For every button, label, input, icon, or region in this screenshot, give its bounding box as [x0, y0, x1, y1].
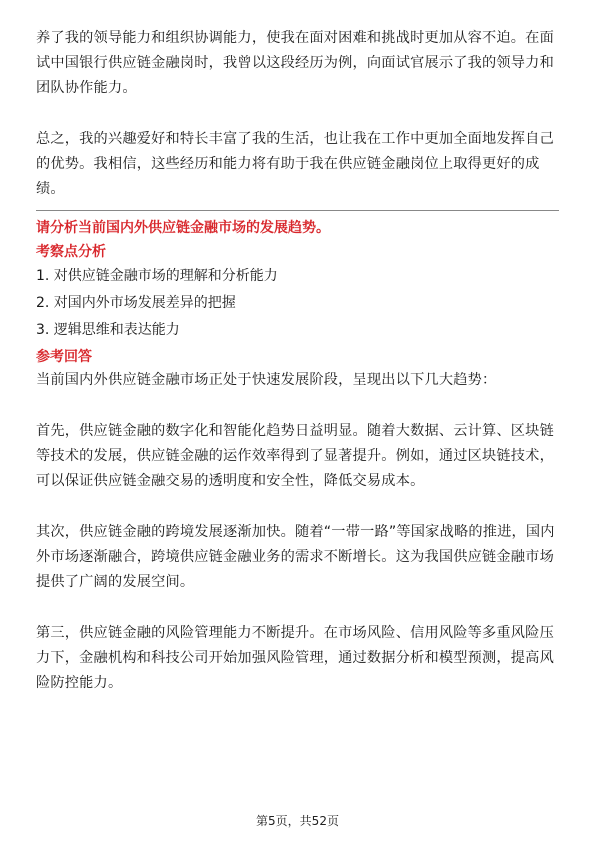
list-item: 3. 逻辑思维和表达能力: [36, 322, 180, 338]
paragraph-gap: [36, 101, 559, 127]
paragraph-leadership: 养了我的领导能力和组织协调能力，使我在面对困难和挑战时更加从容不迫。在面 试中国银行供应链金融岗时，我曾以这段经历为例，向面试官展示了我的领导力和 团队协作能力。: [36, 30, 554, 96]
paragraph-gap: [36, 595, 559, 621]
answer-intro: 当前国内外供应链金融市场正处于快速发展阶段，呈现出以下几大趋势：: [36, 372, 497, 388]
section-divider: [36, 210, 559, 211]
paragraph-gap: [36, 494, 559, 520]
answer-paragraph-crossborder: 其次，供应链金融的跨境发展逐渐加快。随着“一带一路”等国家战略的推进，国内 外市场逐渐融合，跨境供应链金融业务的需求不断增长。这为我国供应链金融市场 提供了广阔的发展空间。: [36, 524, 555, 590]
paragraph-summary: 总之，我的兴趣爱好和特长丰富了我的生活，也让我在工作中更加全面地发挥自己 的优势。我相信，这些经历和能力将有助于我在供应链金融岗位上取得更好的成 绩。: [36, 131, 554, 197]
list-item: 1. 对供应链金融市场的理解和分析能力: [36, 268, 278, 284]
question-heading: 请分析当前国内外供应链金融市场的发展趋势。: [36, 220, 330, 236]
page-number-footer: 第5页，共52页: [256, 814, 339, 828]
analysis-list: [36, 263, 559, 344]
list-item: 2. 对国内外市场发展差异的把握: [36, 295, 236, 311]
answer-paragraph-digital: 首先，供应链金融的数字化和智能化趋势日益明显。随着大数据、云计算、区块链 等技术的发展，供应链金融的运作效率得到了显著提升。例如，通过区块链技术， 可以保证供应链金融交易的透明度和安全性，降低交易成本。: [36, 423, 554, 489]
analysis-title: 考察点分析: [36, 244, 106, 260]
answer-title: 参考回答: [36, 349, 92, 365]
answer-paragraph-risk: 第三，供应链金融的风险管理能力不断提升。在市场风险、信用风险等多重风险压 力下，金融机构和科技公司开始加强风险管理，通过数据分析和模型预测，提高风 险防控能力。: [36, 625, 554, 691]
document-page: [36, 26, 559, 696]
paragraph-gap: [36, 393, 559, 419]
